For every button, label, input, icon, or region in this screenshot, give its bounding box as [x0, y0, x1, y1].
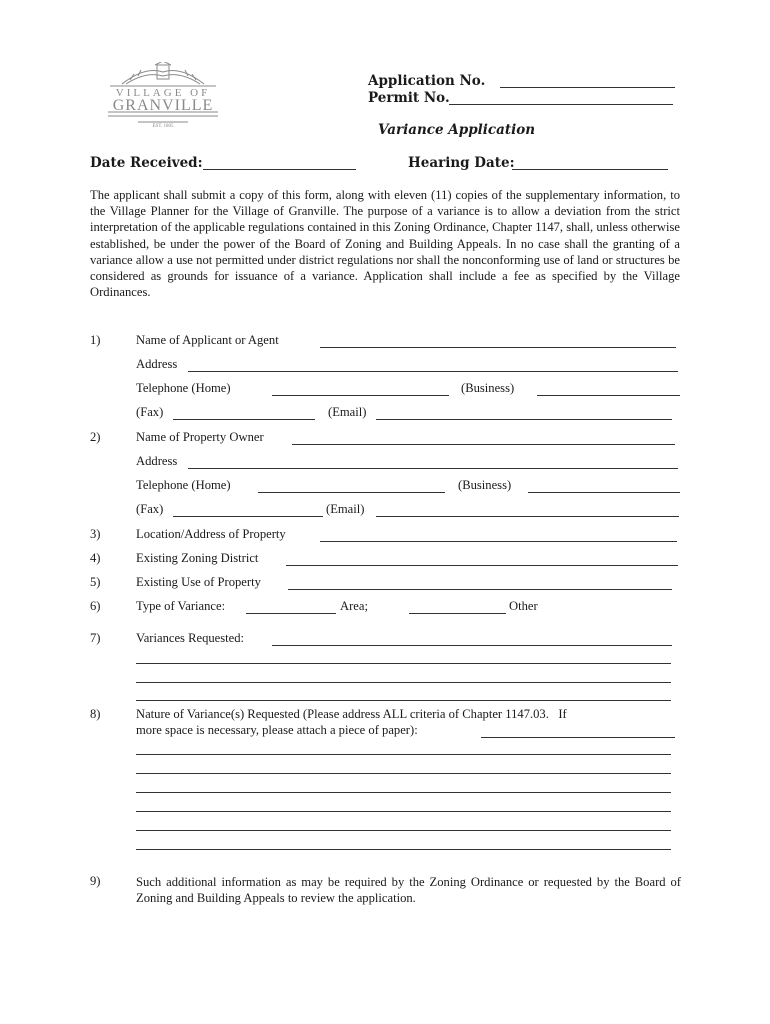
item-number-9: 9) — [90, 874, 101, 888]
application-no-label: Application No. — [368, 73, 486, 89]
owner-address-label: Address — [136, 454, 178, 468]
applicant-business-field[interactable] — [537, 394, 680, 396]
item-number-3: 3) — [90, 527, 101, 541]
nature-line-2[interactable] — [136, 753, 671, 755]
hearing-date-field[interactable] — [512, 168, 668, 170]
owner-business-field[interactable] — [528, 491, 680, 493]
applicant-fax-field[interactable] — [173, 418, 315, 420]
intro-paragraph: The applicant shall submit a copy of this form, along with eleven (11) copies of the supplementary information, to the Village Planner for the Village of Granville. The purpose of a variance is to allow a deviation from the strict interpretation of the applicable regulations contained in this Zoning Ordinance, Chapter 1147, shall, unless otherwise established, be under the power of the Board of Zoning and Building Appeals. In no case shall the granting of a variance allow a use not permitted under district regulations nor shall the nonconforming use of land or structures be considered as grounds for issuance of a variance. Application shall include a fee as specified by the Village Ordinances. — [90, 188, 680, 300]
item-number-7: 7) — [90, 631, 101, 645]
variances-requested-label: Variances Requested: — [136, 631, 245, 645]
nature-line-5[interactable] — [136, 810, 671, 812]
item-number-4: 4) — [90, 551, 101, 565]
permit-no-field[interactable] — [449, 103, 673, 105]
applicant-telephone-home-label: Telephone (Home) — [136, 381, 231, 395]
nature-line-4[interactable] — [136, 791, 671, 793]
nature-line-7[interactable] — [136, 848, 671, 850]
item-number-1: 1) — [90, 333, 101, 347]
applicant-telephone-home-field[interactable] — [272, 394, 449, 396]
other-label: Other — [509, 599, 538, 613]
variances-requested-line-4[interactable] — [136, 699, 671, 701]
owner-business-label: (Business) — [458, 478, 512, 492]
owner-fax-field[interactable] — [173, 515, 323, 517]
applicant-name-label: Name of Applicant or Agent — [136, 333, 279, 347]
variances-requested-line-2[interactable] — [136, 662, 671, 664]
applicant-fax-label: (Fax) — [136, 405, 164, 419]
nature-line-1[interactable] — [481, 736, 675, 738]
applicant-email-label: (Email) — [328, 405, 367, 419]
village-logo — [100, 62, 226, 136]
logo-est-text: EST. 1805 — [152, 124, 174, 129]
existing-use-field[interactable] — [288, 588, 672, 590]
nature-label-line-2: more space is necessary, please attach a piece of paper): — [136, 723, 418, 737]
location-label: Location/Address of Property — [136, 527, 286, 541]
variances-requested-line-3[interactable] — [136, 681, 671, 683]
applicant-address-label: Address — [136, 357, 178, 371]
area-label: Area; — [340, 599, 368, 613]
owner-email-label: (Email) — [326, 502, 365, 516]
item-number-8: 8) — [90, 707, 101, 721]
owner-telephone-home-label: Telephone (Home) — [136, 478, 231, 492]
date-received-field[interactable] — [203, 168, 356, 170]
nature-line-3[interactable] — [136, 772, 671, 774]
applicant-business-label: (Business) — [461, 381, 515, 395]
existing-use-label: Existing Use of Property — [136, 575, 261, 589]
owner-email-field[interactable] — [376, 515, 679, 517]
owner-telephone-home-field[interactable] — [258, 491, 445, 493]
applicant-address-field[interactable] — [188, 370, 678, 372]
nature-line-6[interactable] — [136, 829, 671, 831]
area-variance-field[interactable] — [246, 612, 336, 614]
item-number-5: 5) — [90, 575, 101, 589]
item-number-6: 6) — [90, 599, 101, 613]
other-variance-field[interactable] — [409, 612, 506, 614]
form-title: Variance Application — [378, 122, 536, 138]
logo-main-text: GRANVILLE — [112, 97, 214, 114]
permit-no-row — [368, 90, 450, 106]
granville-seal-icon — [100, 62, 226, 136]
hearing-date-label: Hearing Date: — [408, 155, 515, 171]
owner-address-field[interactable] — [188, 467, 678, 469]
item-number-2: 2) — [90, 430, 101, 444]
additional-info-text: Such additional information as may be required by the Zoning Ordinance or requested by the Board of Zoning and Building Appeals to review the application. — [136, 875, 681, 905]
permit-no-label: Permit No. — [368, 90, 450, 106]
application-no-row — [368, 73, 485, 89]
owner-name-label: Name of Property Owner — [136, 430, 264, 444]
zoning-label: Existing Zoning District — [136, 551, 259, 565]
nature-label-line-1: Nature of Variance(s) Requested (Please address ALL criteria of Chapter 1147.03. If — [136, 707, 567, 721]
owner-fax-label: (Fax) — [136, 502, 164, 516]
applicant-name-field[interactable] — [320, 346, 676, 348]
variances-requested-line-1[interactable] — [272, 644, 672, 646]
owner-name-field[interactable] — [292, 443, 675, 445]
type-variance-label: Type of Variance: — [136, 599, 226, 613]
applicant-email-field[interactable] — [376, 418, 672, 420]
application-no-field[interactable] — [500, 86, 675, 88]
location-field[interactable] — [320, 540, 677, 542]
date-received-label: Date Received: — [90, 155, 203, 171]
zoning-field[interactable] — [286, 564, 678, 566]
logo-top-text: VILLAGE OF — [115, 87, 211, 99]
